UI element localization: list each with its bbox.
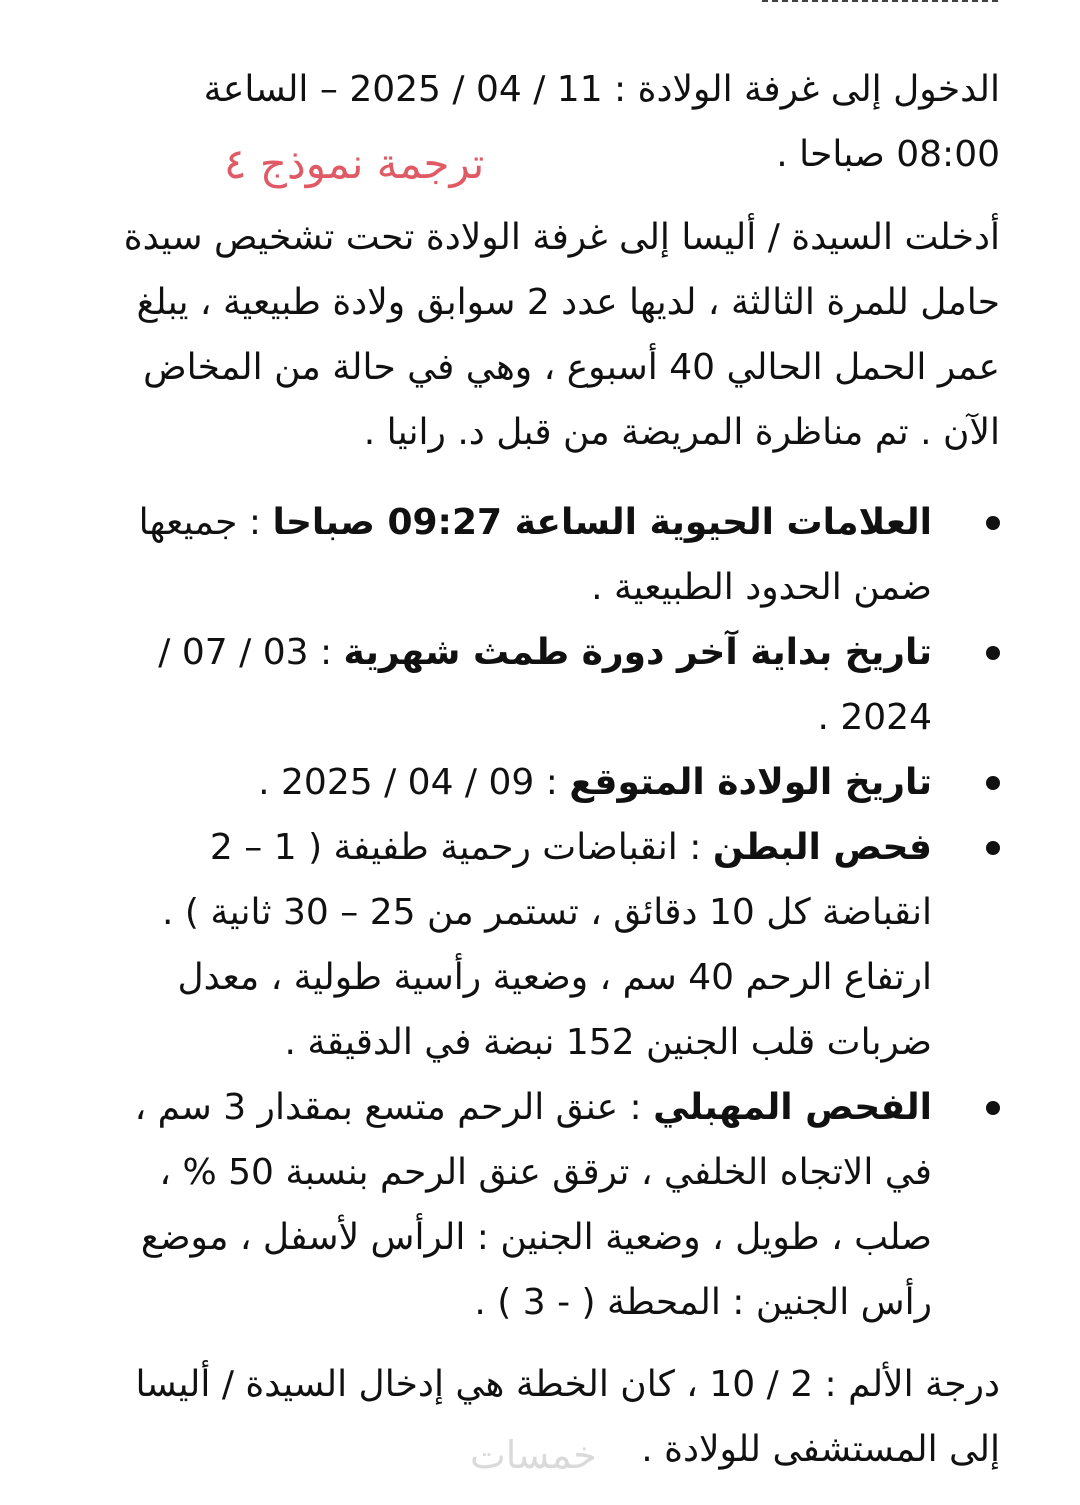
bullet-icon — [986, 841, 1000, 855]
bullet-icon — [986, 776, 1000, 790]
abdominal-exam-text: : انقباضات رحمية طفيفة ( 1 – 2 انقباضة كل 10 دقائق ، تستمر من 25 – 30 ثانية ) . ارتفاع الرحم 40 سم ، وضعية رأسية طولية ، معدل ضربات قلب الجنين 152 نبضة في الدقيقة . — [161, 827, 932, 1063]
model-stamp: ترجمة نموذج ٤ — [224, 139, 485, 188]
bullet-icon — [986, 516, 1000, 530]
patient-description: أدخلت السيدة / أليسا إلى غرفة الولادة تحت تشخيص سيدة حامل للمرة الثالثة ، لديها عدد 2 سوابق ولادة طبيعية ، يبلغ عمر الحمل الحالي 40 أسبوع ، وهي في حالة من المخاض الآن . تم مناظرة المريضة من قبل د. رانيا . — [123, 217, 1000, 453]
bullet-icon — [986, 1101, 1000, 1115]
watermark-logo: خمسات — [470, 1433, 597, 1477]
list-item-due-date — [100, 750, 1000, 815]
list-item-vitals — [100, 490, 1000, 620]
due-date-text: : 09 / 04 / 2025 . — [258, 762, 570, 803]
vaginal-exam-title: الفحص المهبلي — [653, 1087, 932, 1128]
entry-paragraph: الدخول إلى غرفة الولادة : 11 / 04 / 2025 – الساعة 08:00 صباحا . — [203, 69, 1000, 175]
clinical-findings-list — [100, 490, 1000, 1335]
top-dashed-line — [762, 0, 998, 2]
vitals-title: العلامات الحيوية الساعة 09:27 صباحا — [272, 502, 932, 543]
list-item-lmp — [100, 620, 1000, 750]
vitals-text: : جميعها ضمن الحدود الطبيعية . — [138, 502, 932, 608]
list-item-vaginal-exam — [100, 1075, 1000, 1335]
pain-and-plan-paragraph: درجة الألم : 2 / 10 ، كان الخطة هي إدخال السيدة / أليسا إلى المستشفى للولادة . — [135, 1364, 1000, 1470]
list-item-abdominal-exam — [100, 815, 1000, 1075]
lmp-title: تاريخ بداية آخر دورة طمث شهرية — [343, 632, 932, 673]
lmp-text: : 03 / 07 / 2024 . — [158, 632, 932, 738]
abdominal-exam-title: فحص البطن — [712, 827, 932, 868]
bullet-icon — [986, 646, 1000, 660]
due-date-title: تاريخ الولادة المتوقع — [569, 762, 932, 803]
vaginal-exam-text: : عنق الرحم متسع بمقدار 3 سم ، في الاتجاه الخلفي ، ترقق عنق الرحم بنسبة 50 % ، صلب ، طويل ، وضعية الجنين : الرأس لأسفل ، موضع رأس الجنين : المحطة ( - 3 ) . — [134, 1087, 932, 1323]
